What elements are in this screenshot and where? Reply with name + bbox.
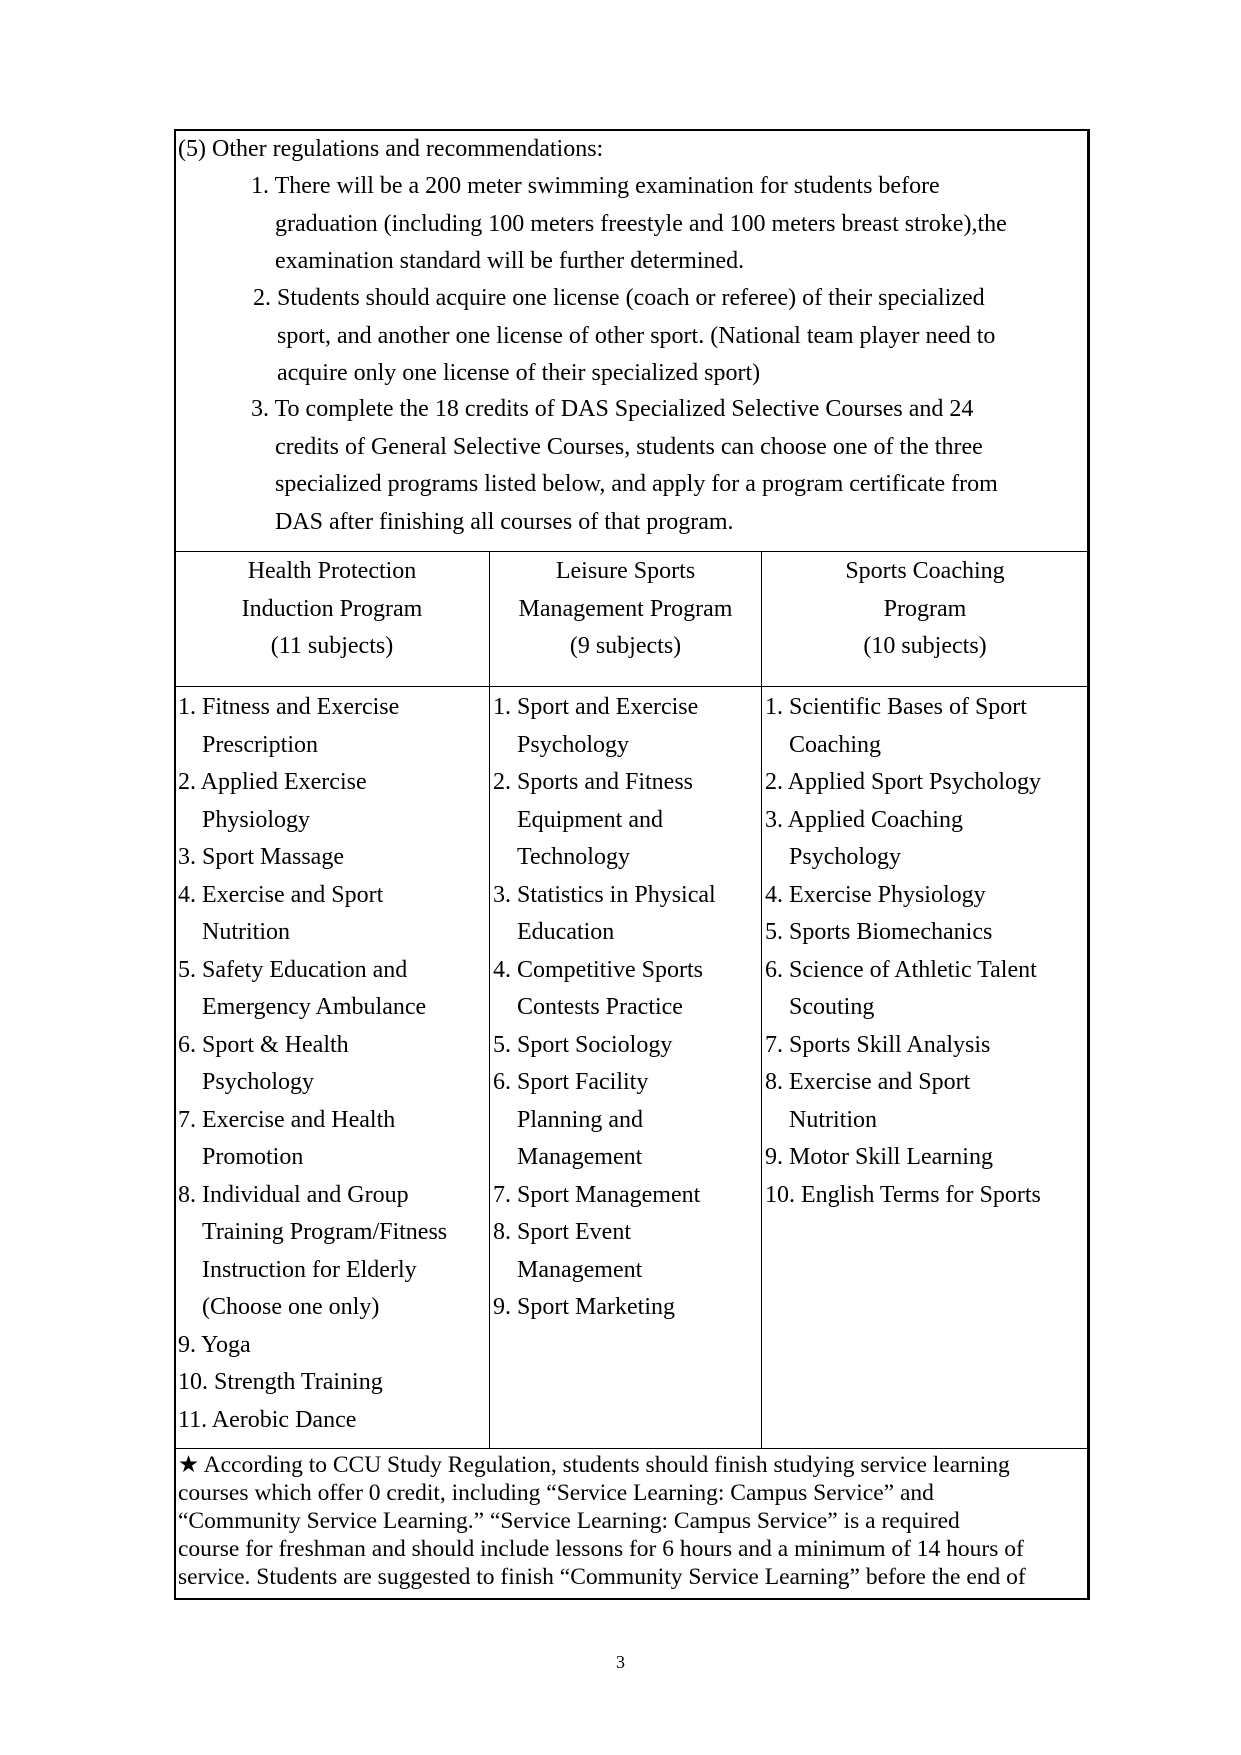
- course-item: 6. Sport Facility: [493, 1069, 649, 1095]
- program-header-coaching: [762, 553, 1088, 666]
- service-learning-note: [178, 1451, 1086, 1591]
- page-number: 3: [616, 1652, 625, 1672]
- course-item: 2. Applied Exercise: [178, 769, 367, 795]
- course-item: 10. Strength Training: [178, 1369, 383, 1395]
- course-item: 11. Aerobic Dance: [178, 1406, 357, 1433]
- column-divider: [489, 551, 490, 1448]
- note-line: course for freshman and should include lessons for 6 hours and a minimum of 14 hours of: [178, 1536, 1024, 1562]
- regulation-line: credits of General Selective Courses, students can choose one of the three: [275, 433, 983, 460]
- table-divider: [174, 1448, 1090, 1449]
- course-item: Coaching: [789, 731, 881, 758]
- note-line: courses which offer 0 credit, including “Service Learning: Campus Service” and: [178, 1480, 934, 1506]
- course-item: 3. Applied Coaching: [765, 806, 963, 833]
- regulation-line: graduation (including 100 meters freestyle and 100 meters breast stroke),the: [275, 210, 1007, 237]
- regulation-line: 3. To complete the 18 credits of DAS Specialized Selective Courses and 24: [251, 396, 974, 422]
- header-line: Sports Coaching: [845, 558, 1005, 584]
- header-line: (9 subjects): [569, 633, 682, 659]
- header-line: (11 subjects): [270, 633, 394, 659]
- course-list-leisure: [493, 689, 716, 1327]
- course-item: Education: [517, 919, 615, 945]
- course-item: 7. Sports Skill Analysis: [765, 1031, 991, 1058]
- header-line: Leisure Sports: [555, 558, 696, 584]
- regulation-line: specialized programs listed below, and apply for a program certificate from: [275, 471, 998, 497]
- course-item: Physiology: [202, 806, 311, 833]
- regulation-line: acquire only one license of their specialized sport): [277, 360, 761, 386]
- course-item: 4. Exercise Physiology: [765, 881, 986, 908]
- course-item: 7. Exercise and Health: [178, 1106, 396, 1133]
- course-item: Emergency Ambulance: [202, 994, 427, 1020]
- course-item: 3. Sport Massage: [178, 844, 344, 870]
- regulation-item-1: [251, 168, 1007, 281]
- regulation-item-2: [253, 280, 995, 393]
- course-item: Prescription: [202, 731, 318, 758]
- program-header-leisure: [490, 553, 761, 666]
- course-item: (Choose one only): [202, 1294, 380, 1320]
- course-item: Psychology: [202, 1069, 315, 1095]
- course-item: 1. Scientific Bases of Sport: [765, 694, 1027, 720]
- course-item: 4. Exercise and Sport: [178, 881, 384, 908]
- table-divider: [174, 686, 1090, 687]
- header-line: Induction Program: [241, 595, 423, 622]
- course-item: 10. English Terms for Sports: [765, 1181, 1041, 1208]
- course-item: 6. Science of Athletic Talent: [765, 956, 1037, 983]
- course-item: Scouting: [789, 994, 875, 1020]
- header-line: Management Program: [518, 595, 733, 622]
- course-item: 9. Motor Skill Learning: [765, 1144, 993, 1170]
- course-item: 2. Applied Sport Psychology: [765, 769, 1042, 795]
- course-item: 2. Sports and Fitness: [493, 769, 694, 795]
- course-item: 8. Exercise and Sport: [765, 1069, 971, 1095]
- header-line: Health Protection: [247, 558, 417, 584]
- course-item: Promotion: [202, 1144, 304, 1170]
- course-list-health: [178, 689, 447, 1439]
- column-divider: [761, 551, 762, 1448]
- course-item: 6. Sport & Health: [178, 1031, 349, 1058]
- regulation-line: DAS after finishing all courses of that program.: [275, 508, 734, 535]
- course-item: 8. Sport Event: [493, 1219, 631, 1245]
- course-item: Nutrition: [789, 1106, 877, 1133]
- course-item: Psychology: [517, 731, 630, 758]
- regulation-line: 1. There will be a 200 meter swimming examination for students before: [251, 173, 940, 199]
- course-item: 1. Fitness and Exercise: [178, 694, 400, 720]
- course-item: Management: [517, 1256, 643, 1283]
- course-item: Instruction for Elderly: [202, 1256, 417, 1283]
- course-item: Management: [517, 1144, 643, 1170]
- course-item: Contests Practice: [517, 994, 683, 1020]
- regulation-line: 2. Students should acquire one license (coach or referee) of their specialized: [253, 285, 985, 311]
- course-item: Equipment and: [517, 806, 663, 833]
- course-item: 5. Safety Education and: [178, 956, 408, 983]
- course-item: 8. Individual and Group: [178, 1181, 409, 1208]
- course-item: 5. Sport Sociology: [493, 1031, 673, 1058]
- course-item: 7. Sport Management: [493, 1181, 701, 1208]
- course-item: 3. Statistics in Physical: [493, 881, 716, 908]
- note-line: “Community Service Learning.” “Service Learning: Campus Service” is a required: [178, 1508, 960, 1534]
- note-line: ★ According to CCU Study Regulation, students should finish studying service learning: [178, 1452, 1010, 1478]
- note-line: service. Students are suggested to finish “Community Service Learning” before the end of: [178, 1564, 1026, 1590]
- course-item: Planning and: [517, 1106, 643, 1133]
- header-line: (10 subjects): [863, 633, 987, 659]
- course-item: Training Program/Fitness: [202, 1219, 448, 1245]
- program-header-health: [175, 553, 489, 666]
- header-line: Program: [883, 595, 967, 622]
- course-item: 5. Sports Biomechanics: [765, 919, 993, 945]
- regulation-line: sport, and another one license of other sport. (National team player need to: [277, 322, 996, 349]
- regulation-line: examination standard will be further determined.: [275, 248, 745, 274]
- course-item: 4. Competitive Sports: [493, 956, 703, 983]
- course-item: 9. Sport Marketing: [493, 1294, 675, 1320]
- section-heading: (5) Other regulations and recommendations:: [178, 136, 604, 162]
- course-list-coaching: [765, 689, 1041, 1214]
- regulation-item-3: [251, 391, 998, 541]
- course-item: Nutrition: [202, 919, 290, 945]
- table-divider: [174, 551, 1090, 552]
- course-item: Technology: [517, 844, 630, 870]
- course-item: 1. Sport and Exercise: [493, 694, 699, 720]
- course-item: Psychology: [789, 844, 902, 870]
- course-item: 9. Yoga: [178, 1331, 251, 1358]
